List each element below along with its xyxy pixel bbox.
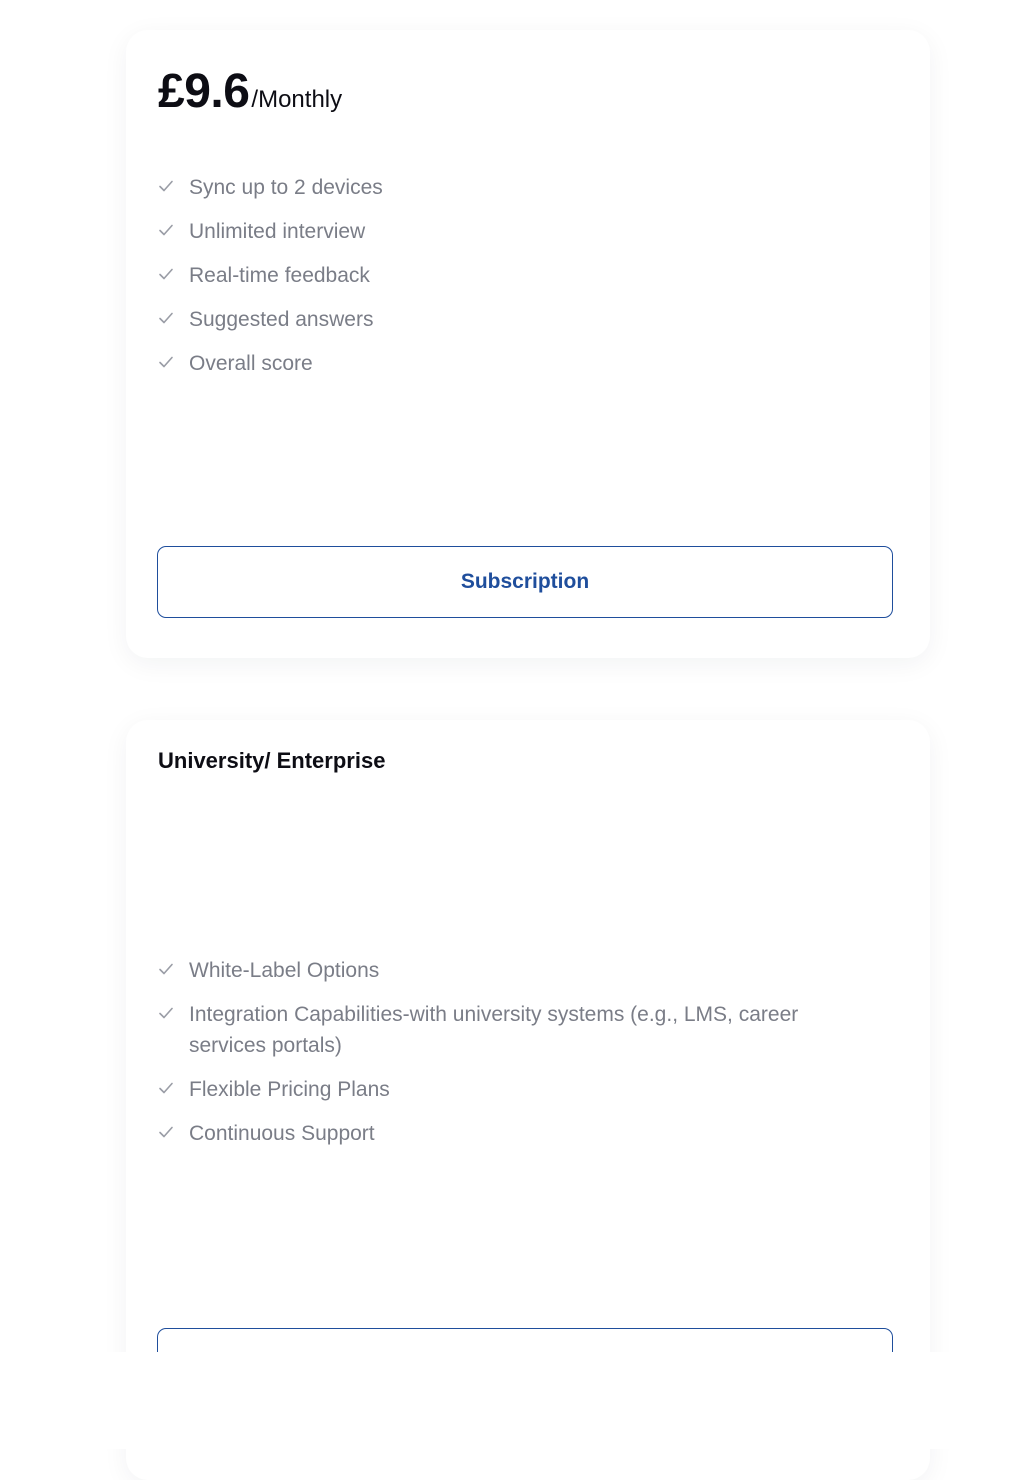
check-icon (158, 1080, 174, 1096)
feature-text: Unlimited interview (189, 220, 366, 243)
check-icon (158, 354, 174, 370)
list-item (158, 260, 858, 291)
list-item (158, 216, 858, 247)
feature-text: Integration Capabilities-with university systems (e.g., LMS, career services portals) (189, 1003, 799, 1057)
list-item (158, 172, 858, 203)
subscription-button[interactable]: Subscription (157, 546, 893, 618)
feature-text: Continuous Support (189, 1122, 375, 1145)
list-item (158, 1118, 858, 1149)
feature-text: Overall score (189, 352, 313, 375)
feature-text: Sync up to 2 devices (189, 176, 383, 199)
list-item (158, 304, 858, 335)
list-item (158, 999, 858, 1061)
feature-text: Flexible Pricing Plans (189, 1078, 390, 1101)
check-icon (158, 178, 174, 194)
feature-list (158, 172, 858, 392)
pricing-card-personal (126, 30, 930, 658)
check-icon (158, 222, 174, 238)
check-icon (158, 1005, 174, 1021)
feature-list (158, 955, 858, 1162)
feature-text: White-Label Options (189, 959, 380, 982)
check-icon (158, 310, 174, 326)
check-icon (158, 961, 174, 977)
price (158, 64, 342, 119)
feature-text: Real-time feedback (189, 264, 370, 287)
price-period: /Monthly (251, 86, 343, 113)
price-amount: £9.6 (158, 65, 250, 118)
plan-title: University/ Enterprise (158, 748, 386, 773)
check-icon (158, 1124, 174, 1140)
list-item (158, 955, 858, 986)
feature-text: Suggested answers (189, 308, 374, 331)
page-bottom-area (0, 1352, 1024, 1449)
check-icon (158, 266, 174, 282)
list-item (158, 348, 858, 379)
list-item (158, 1074, 858, 1105)
